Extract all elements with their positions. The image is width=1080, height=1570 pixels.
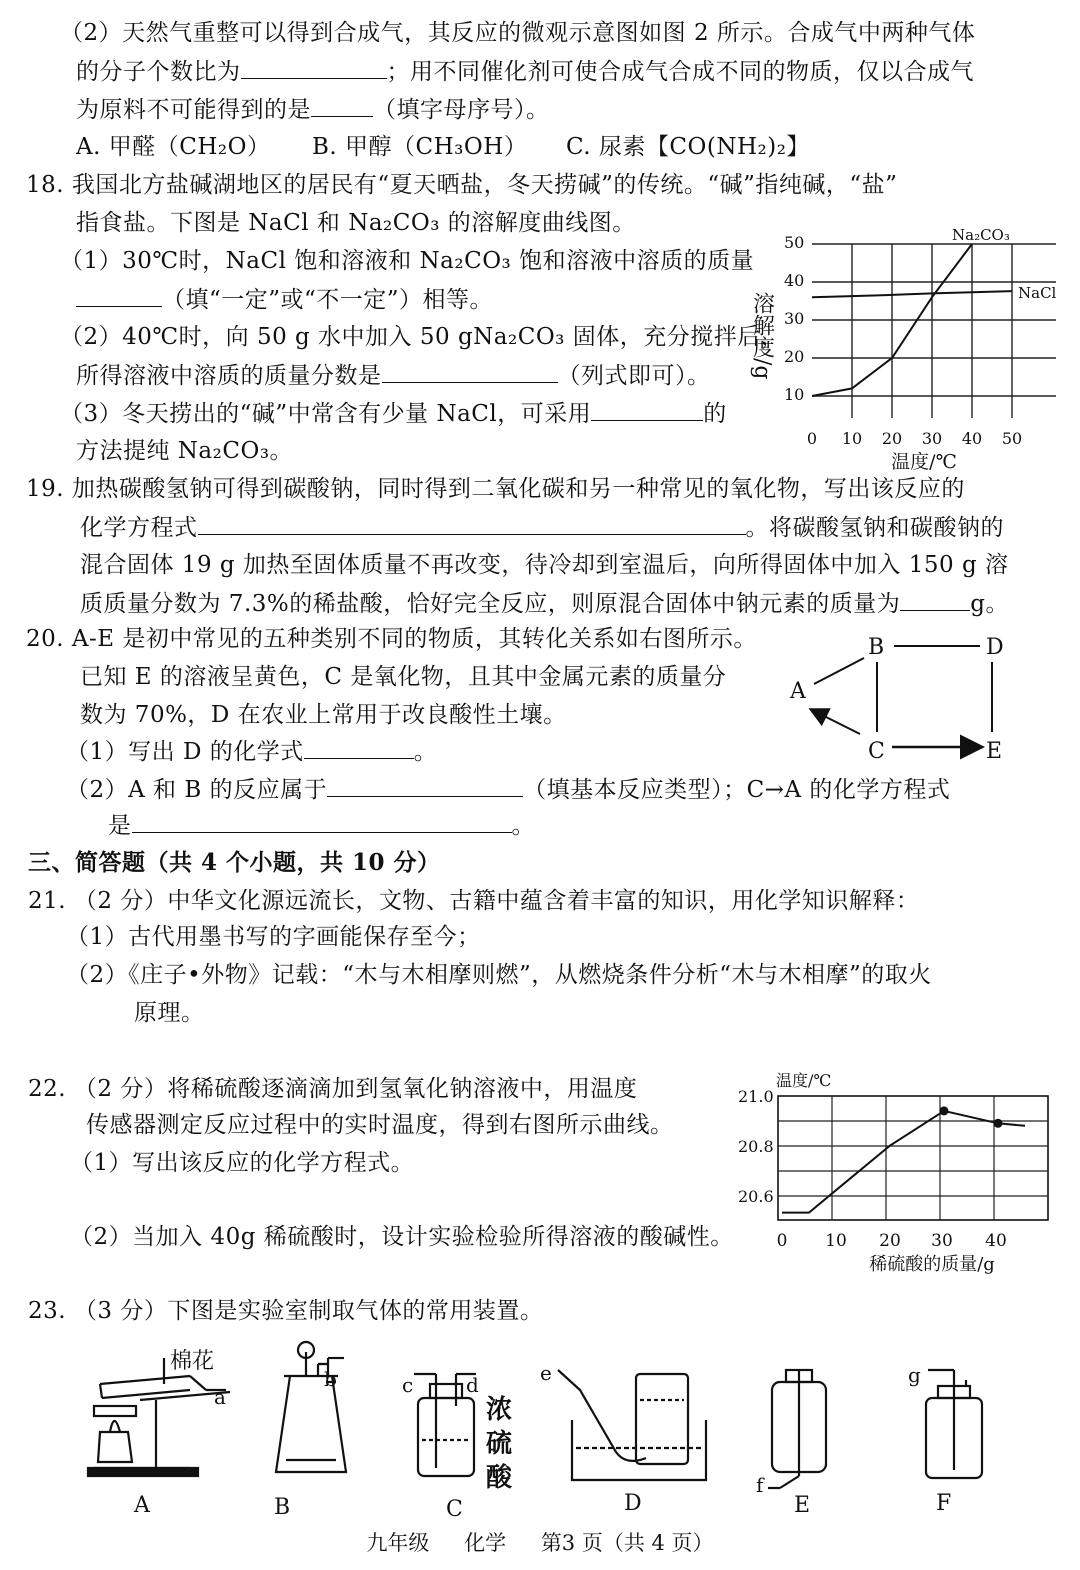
q18-text: 所得溶液中溶质的质量分数是 <box>76 363 382 389</box>
q23-line1: 23. （3 分）下图是实验室制取气体的常用装置。 <box>28 1298 544 1324</box>
q20-line2: 已知 E 的溶液呈黄色，C 是氧化物，且其中金属元素的质量分 <box>80 664 727 690</box>
q20-text: （填基本反应类型）；C→A 的化学方程式 <box>523 777 951 803</box>
temp-gridlines <box>778 1096 1048 1220</box>
node-c: C <box>868 739 885 764</box>
y-tick-label: 21.0 <box>738 1087 774 1106</box>
x-tick-label: 50 <box>1001 429 1023 448</box>
relation-diagram <box>780 628 1030 774</box>
answer-blank[interactable] <box>327 774 523 797</box>
solubility-chart <box>749 222 1072 474</box>
legend-nacl: NaCl <box>1018 284 1057 302</box>
q18-text: （3）冬天捞出的“碱”中常含有少量 NaCl，可采用 <box>60 401 592 427</box>
answer-blank[interactable] <box>198 512 746 535</box>
x-tick-label: 30 <box>931 1231 953 1251</box>
label-e: E <box>794 1493 811 1518</box>
q17-line1: （2）天然气重整可以得到合成气，其反应的微观示意图如图 2 所示。合成气中两种气体 <box>60 20 976 46</box>
apparatus-a <box>88 1358 230 1476</box>
port-g: g <box>908 1363 921 1387</box>
q17-text: 的分子个数比为 <box>76 59 241 85</box>
apparatus-e <box>768 1370 826 1488</box>
q17-line2 <box>76 56 974 87</box>
q21-part1: （1）古代用墨书写的字画能保存至今； <box>66 924 481 950</box>
apparatus-figure <box>80 1340 1000 1520</box>
section-heading: 三、简答题（共 4 个小题，共 10 分） <box>28 849 441 876</box>
data-point <box>940 1106 949 1115</box>
label-d: D <box>624 1491 642 1516</box>
temp-plot-frame <box>778 1096 1048 1220</box>
apparatus-d <box>558 1370 706 1480</box>
legend-na2co3: Na₂CO₃ <box>952 226 1010 244</box>
q21-line1: 21. （2 分）中华文化源远流长，文物、古籍中蕴含着丰富的知识，用化学知识解释： <box>28 888 920 914</box>
q18-part2: （2）40℃时，向 50 g 水中加入 50 gNa₂CO₃ 固体，充分搅拌后， <box>60 324 785 350</box>
answer-blank[interactable] <box>382 360 558 383</box>
q20-part1 <box>66 736 437 767</box>
x-tick-label: 40 <box>961 429 983 448</box>
answer-blank[interactable] <box>76 284 162 307</box>
label-b: B <box>274 1495 291 1520</box>
q17-text: ；用不同催化剂可使合成气合成不同的物质，仅以合成气 <box>386 59 974 85</box>
q22-line1: 22. （2 分）将稀硫酸逐滴滴加到氢氧化钠溶液中，用温度 <box>28 1076 638 1102</box>
x-axis-label: 温度/℃ <box>891 451 957 473</box>
q20-part2 <box>66 774 950 805</box>
x-tick-label: 20 <box>881 429 903 448</box>
q22-line2: 传感器测定反应过程中的实时温度，得到右图所示曲线。 <box>86 1112 674 1138</box>
q18-part1: （1）30℃时，NaCl 饱和溶液和 Na₂CO₃ 饱和溶液中溶质的质量 <box>60 248 755 274</box>
page-footer <box>0 1527 1080 1557</box>
y-tick-label: 50 <box>784 233 805 252</box>
q18-part3b: 方法提纯 Na₂CO₃。 <box>76 438 294 464</box>
footer-grade: 九年级 <box>366 1531 430 1555</box>
series-line-1 <box>812 291 1012 297</box>
q20-line3: 数为 70%，D 在农业上常用于改良酸性土壤。 <box>80 702 567 728</box>
label-c: C <box>446 1497 463 1522</box>
answer-blank[interactable] <box>591 398 703 421</box>
q20-text: 。 <box>413 739 438 765</box>
footer-subject: 化学 <box>464 1531 507 1555</box>
q20-line1: 20. A-E 是初中常见的五种类别不同的物质，其转化关系如右图所示。 <box>26 626 757 652</box>
q19-line1: 19. 加热碳酸氢钠可得到碳酸钠，同时得到二氧化碳和另一种常见的氧化物，写出该反应的 <box>26 476 965 502</box>
answer-blank[interactable] <box>304 736 414 759</box>
x-tick-label: 20 <box>879 1231 901 1251</box>
q17-option-c: C. 尿素【CO(NH₂)₂】 <box>566 134 810 160</box>
q18-text: （填“一定”或“不一定”）相等。 <box>162 287 494 313</box>
temperature-chart <box>734 1066 1064 1278</box>
node-e: E <box>986 739 1003 764</box>
q18-line2: 指食盐。下图是 NaCl 和 Na₂CO₃ 的溶解度曲线图。 <box>76 210 636 236</box>
cotton-label: 棉花 <box>170 1349 215 1374</box>
q18-part1b <box>76 284 493 315</box>
x-tick-label: 30 <box>921 429 943 448</box>
answer-blank[interactable] <box>132 810 512 833</box>
q22-part1: （1）写出该反应的化学方程式。 <box>70 1150 415 1176</box>
q20-text: 是 <box>108 813 132 839</box>
q17-option-a: A. 甲醛（CH₂O） <box>76 134 271 160</box>
answer-blank[interactable] <box>241 56 387 79</box>
q19-line2 <box>80 512 1004 543</box>
port-e: e <box>540 1361 552 1385</box>
y-tick-label: 40 <box>784 271 805 290</box>
x-tick-label: 10 <box>825 1231 847 1251</box>
footer-page: 第3 页（共 4 页） <box>540 1531 714 1555</box>
port-f: f <box>756 1473 764 1497</box>
q20-text: （2）A 和 B 的反应属于 <box>66 777 328 803</box>
x-tick-label: 10 <box>841 429 863 448</box>
q17-text: （填字母序号）。 <box>373 97 550 123</box>
apparatus-f <box>926 1370 982 1478</box>
q19-text: g。 <box>970 591 1009 617</box>
q18-part2b <box>76 360 711 391</box>
q17-text: 为原料不可能得到的是 <box>76 97 311 123</box>
q22-part2: （2）当加入 40g 稀硫酸时，设计实验检验所得溶液的酸碱性。 <box>70 1224 734 1250</box>
y-tick-label: 30 <box>784 309 805 328</box>
acid-label-char: 浓 <box>486 1395 513 1425</box>
q19-line4 <box>80 588 1009 619</box>
y-axis-label: 溶解度/g <box>749 292 775 380</box>
q17-option-b: B. 甲醇（CH₃OH） <box>312 134 528 160</box>
x-tick-label: 0 <box>776 1231 788 1251</box>
q18-text: 的 <box>703 401 727 427</box>
y-tick-label: 20 <box>784 347 805 366</box>
q18-line1: 18. 我国北方盐碱湖地区的居民有“夏天晒盐，冬天捞碱”的传统。“碱”指纯碱，“盐” <box>26 172 898 198</box>
q18-part3 <box>60 398 727 429</box>
q19-text: 化学方程式 <box>80 515 198 541</box>
y-tick-label: 20.8 <box>738 1137 774 1156</box>
q21-part2: （2）《庄子•外物》记载：“木与木相摩则燃”，从燃烧条件分析“木与木相摩”的取火 <box>66 962 932 988</box>
acid-label-char: 酸 <box>486 1463 513 1493</box>
temperature-line <box>782 1111 1025 1213</box>
port-d: d <box>466 1373 479 1397</box>
x-tick-label: 40 <box>985 1231 1007 1251</box>
q19-line3: 混合固体 19 g 加热至固体质量不再改变，待冷却到室温后，向所得固体中加入 150 g 溶 <box>80 552 1009 578</box>
temp-curve <box>782 1106 1025 1212</box>
q20-text: 。 <box>511 813 535 839</box>
acid-label-char: 硫 <box>486 1429 513 1459</box>
q19-text: 质质量分数为 7.3%的稀盐酸，恰好完全反应，则原混合固体中钠元素的质量为 <box>80 591 901 617</box>
y-axis-label: 温度/℃ <box>776 1071 832 1090</box>
q21-part2b: 原理。 <box>134 1000 205 1026</box>
q19-text: 。将碳酸氢钠和碳酸钠的 <box>745 515 1004 541</box>
arrow-c-a <box>812 710 860 734</box>
y-tick-label: 10 <box>784 385 805 404</box>
label-a: A <box>134 1493 150 1518</box>
y-tick-label: 20.6 <box>738 1187 774 1206</box>
q18-text: （列式即可）。 <box>557 363 711 389</box>
edge-a-b <box>814 658 864 684</box>
node-a: A <box>790 679 806 704</box>
x-axis-label: 稀硫酸的质量/g <box>869 1254 995 1275</box>
port-a: a <box>214 1385 226 1409</box>
node-d: D <box>986 635 1004 660</box>
port-b: b <box>324 1367 337 1391</box>
port-c: c <box>402 1373 414 1397</box>
answer-blank[interactable] <box>900 588 970 611</box>
node-b: B <box>868 635 885 660</box>
solubility-gridlines <box>812 244 1056 418</box>
data-point <box>994 1119 1003 1128</box>
x-tick-label: 0 <box>806 429 818 448</box>
answer-blank[interactable] <box>311 94 373 117</box>
apparatus-b <box>276 1342 346 1472</box>
q20-part2b <box>108 810 535 841</box>
q20-text: （1）写出 D 的化学式 <box>66 739 304 765</box>
label-f: F <box>936 1491 952 1516</box>
q17-line3 <box>76 94 550 125</box>
